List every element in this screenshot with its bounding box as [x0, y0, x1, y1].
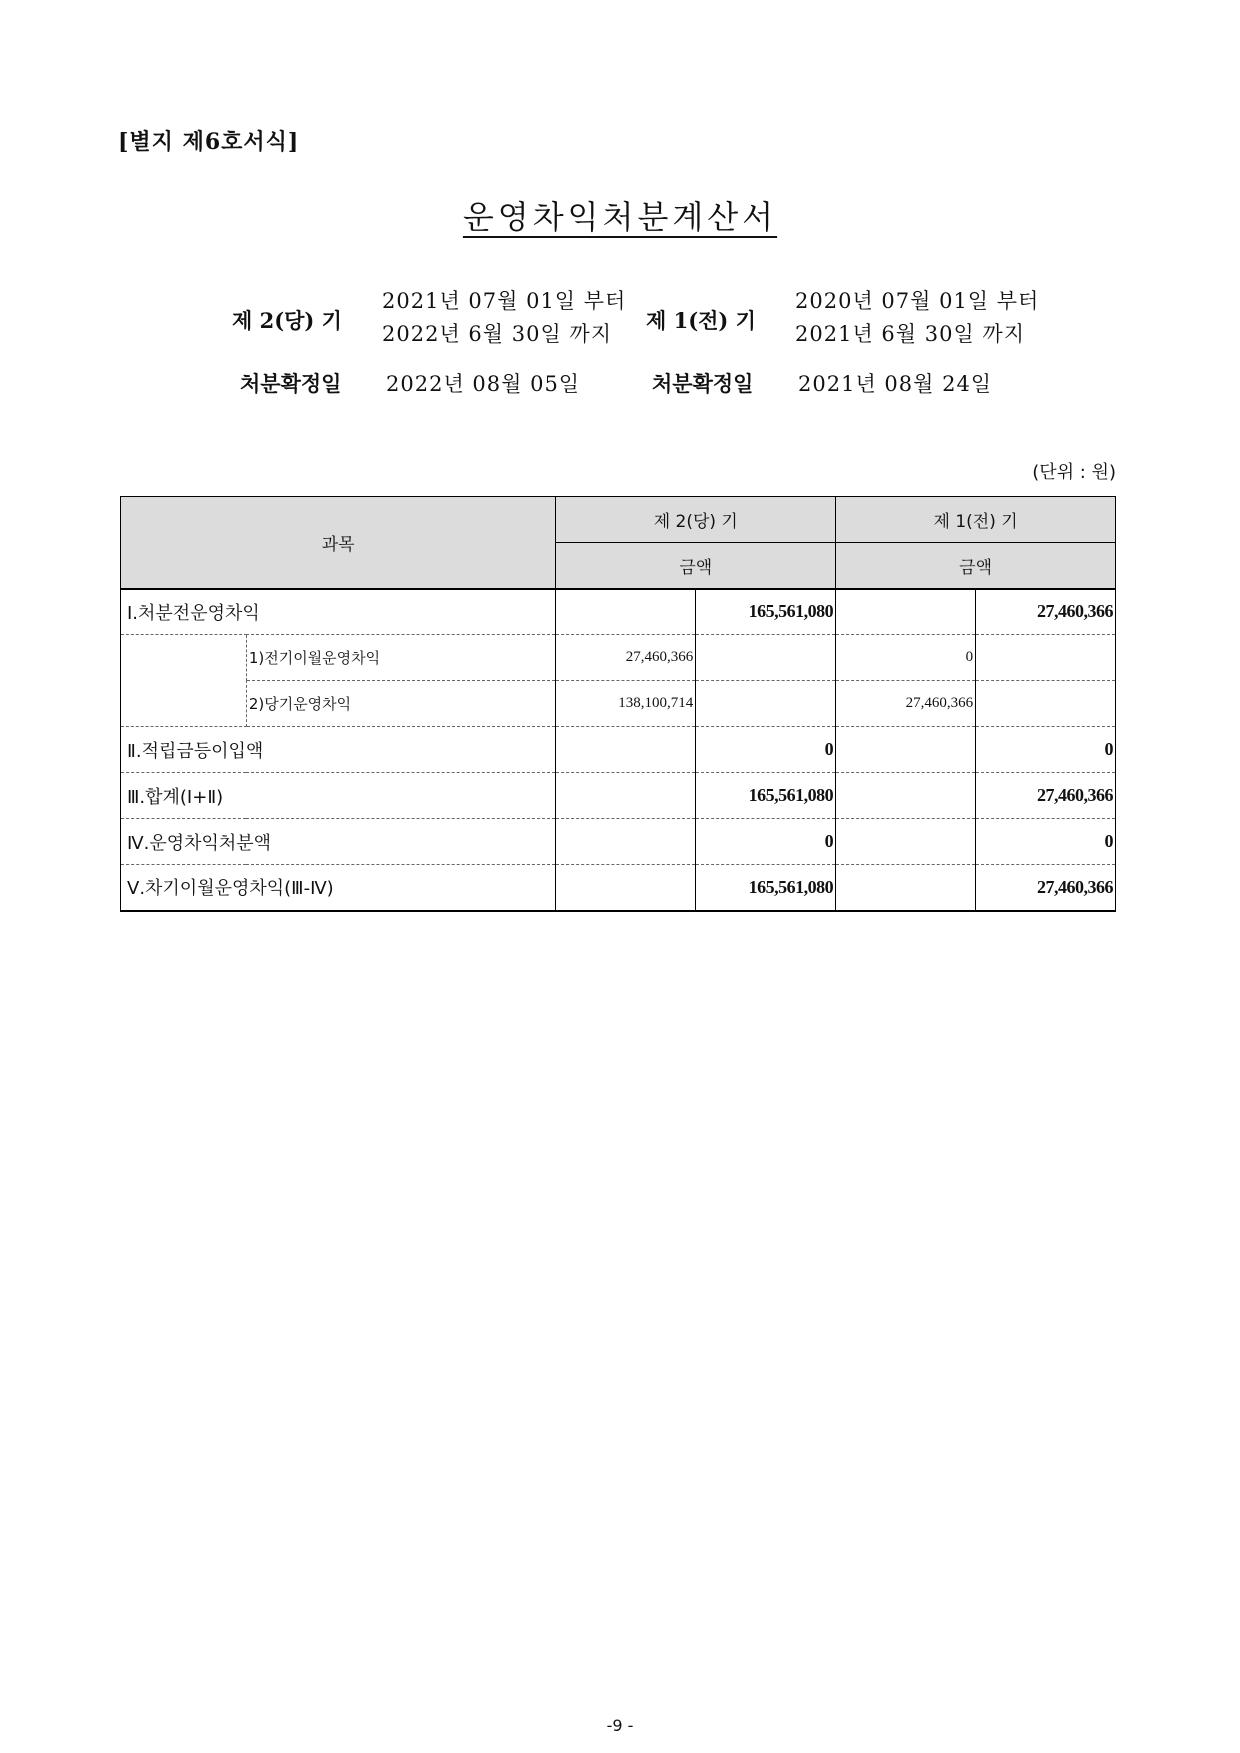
previous-sub: 0	[836, 635, 976, 681]
current-total: 165,561,080	[696, 773, 836, 819]
cell-empty	[976, 681, 1116, 727]
current-decision-label: 처분확정일	[240, 371, 342, 396]
table-row	[121, 589, 1116, 635]
unit-label: (단위 : 원)	[1032, 462, 1116, 483]
previous-decision-label: 처분확정일	[652, 371, 754, 396]
previous-period-label: 제 1(전) 기	[646, 308, 756, 333]
table-row	[121, 681, 1116, 727]
indent-cell	[121, 635, 247, 727]
current-period-label: 제 2(당) 기	[232, 308, 342, 333]
current-sub: 138,100,714	[556, 681, 696, 727]
row-label: 2)당기운영차익	[246, 681, 556, 727]
current-sub: 27,460,366	[556, 635, 696, 681]
disposition-table	[120, 496, 1116, 912]
row-label: Ⅰ.처분전운영차익	[121, 589, 556, 635]
document-title: 운영차익처분계산서	[462, 198, 778, 236]
cell-empty	[696, 681, 836, 727]
cell-empty	[696, 635, 836, 681]
table-row	[121, 635, 1116, 681]
table-row	[121, 727, 1116, 773]
previous-sub: 27,460,366	[836, 681, 976, 727]
row-label: Ⅴ.차기이월운영차익(Ⅲ-Ⅳ)	[121, 865, 556, 911]
previous-total: 27,460,366	[976, 865, 1116, 911]
cell-empty	[556, 773, 696, 819]
cell-empty	[836, 865, 976, 911]
cell-empty	[556, 589, 696, 635]
current-period-to: 2022년 6월 30일 까지	[382, 322, 612, 346]
cell-empty	[556, 865, 696, 911]
current-period-from: 2021년 07월 01일 부터	[382, 289, 627, 313]
cell-empty	[556, 819, 696, 865]
current-decision-date: 2022년 08월 05일	[386, 372, 581, 396]
page-number: -9 -	[606, 1716, 634, 1735]
table-row	[121, 773, 1116, 819]
header-previous-period: 제 1(전) 기	[836, 497, 1116, 543]
form-label: [별지 제6호서식]	[118, 129, 300, 155]
header-previous-amount: 금액	[836, 543, 1116, 589]
current-total: 0	[696, 819, 836, 865]
table-row	[121, 865, 1116, 911]
row-label: 1)전기이월운영차익	[246, 635, 556, 681]
cell-empty	[556, 727, 696, 773]
cell-empty	[836, 727, 976, 773]
previous-decision-date: 2021년 08월 24일	[798, 372, 993, 396]
table-row	[121, 819, 1116, 865]
current-total: 0	[696, 727, 836, 773]
header-current-amount: 금액	[556, 543, 836, 589]
row-label: Ⅱ.적립금등이입액	[121, 727, 556, 773]
previous-total: 0	[976, 727, 1116, 773]
row-label: Ⅲ.합계(Ⅰ+Ⅱ)	[121, 773, 556, 819]
previous-period-from: 2020년 07월 01일 부터	[795, 289, 1040, 313]
previous-total: 27,460,366	[976, 773, 1116, 819]
header-current-period: 제 2(당) 기	[556, 497, 836, 543]
previous-period-to: 2021년 6월 30일 까지	[795, 322, 1025, 346]
previous-total: 27,460,366	[976, 589, 1116, 635]
current-total: 165,561,080	[696, 589, 836, 635]
current-total: 165,561,080	[696, 865, 836, 911]
cell-empty	[836, 589, 976, 635]
previous-total: 0	[976, 819, 1116, 865]
row-label: Ⅳ.운영차익처분액	[121, 819, 556, 865]
cell-empty	[976, 635, 1116, 681]
cell-empty	[836, 773, 976, 819]
cell-empty	[836, 819, 976, 865]
header-subject: 과목	[121, 497, 556, 589]
